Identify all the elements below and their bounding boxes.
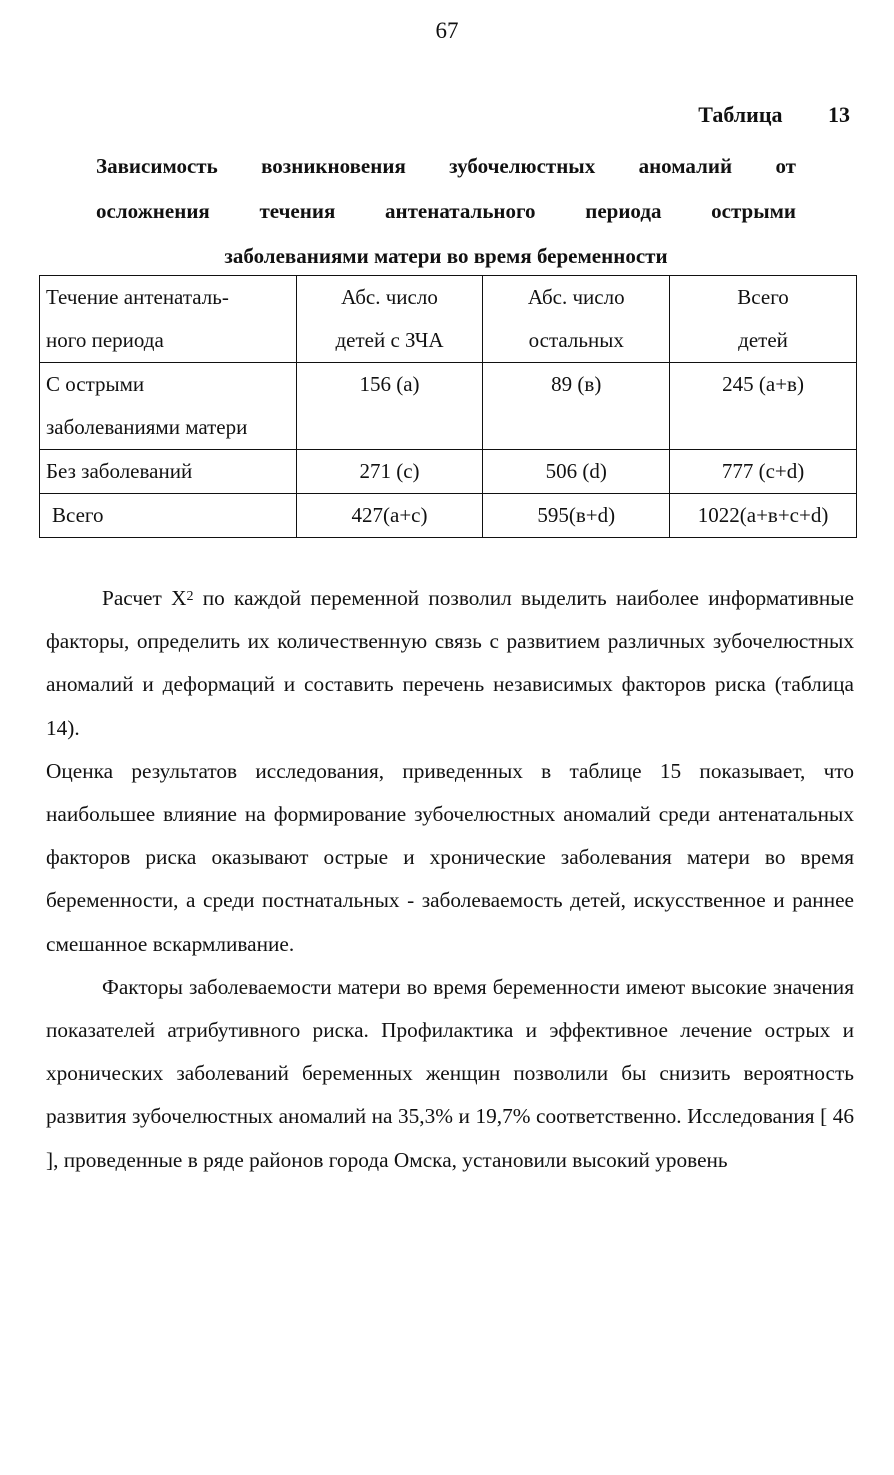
- table-title-line: Зависимость возникновения зубочелюстных аномалий от: [96, 154, 796, 178]
- cell-value: 595(в+d): [483, 494, 670, 538]
- header-cell-period: [40, 276, 297, 363]
- header-cell-zcha: [296, 276, 483, 363]
- row-label: [40, 450, 297, 494]
- cell-value: 427(а+с): [296, 494, 483, 538]
- table-title-line: осложнения течения антенатального периода острыми: [96, 199, 796, 223]
- cell-value: 89 (в): [483, 363, 670, 450]
- table-label: Таблица 13: [698, 102, 850, 127]
- data-table: [39, 275, 857, 538]
- table-header-row: [40, 276, 857, 363]
- row-label: [40, 363, 297, 450]
- paragraph: Факторы заболеваемости матери во время беременности имеют высокие значения показателей атрибутивного риска. Профилактика и эффективное лечение острых и хронических заболеваний беременных женщин позволили бы снизить вероятность развития зубочелюстных аномалий на 35,3% и 19,7% соответственно. Исследования [ 46 ], проведенные в ряде районов города Омска, установили высокий уровень: [46, 974, 854, 1172]
- row-label: [40, 494, 297, 538]
- header-text: Абс. число: [527, 285, 625, 309]
- paragraph-text: по каждой переменной позволил выделить наиболее информативные факторы, определить их количественную связь с развитием различных зубочелюстных аномалий и деформаций и составить перечень независимых факторов риска (таблица 14).: [46, 586, 854, 740]
- row-label-text: заболеваниями матери: [46, 415, 248, 439]
- table-title: [96, 144, 796, 279]
- header-text: Всего: [737, 285, 789, 309]
- header-cell-others: [483, 276, 670, 363]
- cell-value: 156 (а): [296, 363, 483, 450]
- cell-value: 271 (с): [296, 450, 483, 494]
- header-cell-total: [670, 276, 857, 363]
- table-row: [40, 363, 857, 450]
- cell-value: 1022(а+в+с+d): [670, 494, 857, 538]
- row-label-text: С острыми: [46, 372, 145, 396]
- superscript: 2: [186, 589, 194, 604]
- header-text: Абс. число: [341, 285, 438, 309]
- cell-value: 506 (d): [483, 450, 670, 494]
- header-text: детей с ЗЧА: [335, 328, 444, 352]
- table-row: [40, 494, 857, 538]
- header-text: ного периода: [46, 328, 164, 352]
- header-text: Течение антенаталь-: [46, 285, 229, 309]
- row-label-text: Без заболеваний: [46, 459, 193, 483]
- cell-value: 777 (с+d): [670, 450, 857, 494]
- row-label-text: Всего: [52, 503, 104, 527]
- body-text: [46, 577, 854, 1182]
- paragraph: [46, 577, 854, 750]
- paragraph: Оценка результатов исследования, приведенных в таблице 15 показывает, что наибольшее влияние на формирование зубочелюстных аномалий среди антенатальных факторов риска оказывают острые и хронические заболевания матери во время беременности, а среди постнатальных - заболеваемость детей, искусственное и раннее смешанное вскармливание.: [46, 758, 854, 956]
- header-text: остальных: [528, 328, 624, 352]
- table-row: [40, 450, 857, 494]
- page-number: 67: [435, 18, 459, 43]
- paragraph-text: Расчет Х: [102, 586, 187, 610]
- cell-value: 245 (а+в): [670, 363, 857, 450]
- table-title-line: заболеваниями матери во время беременности: [224, 244, 668, 268]
- header-text: детей: [738, 328, 788, 352]
